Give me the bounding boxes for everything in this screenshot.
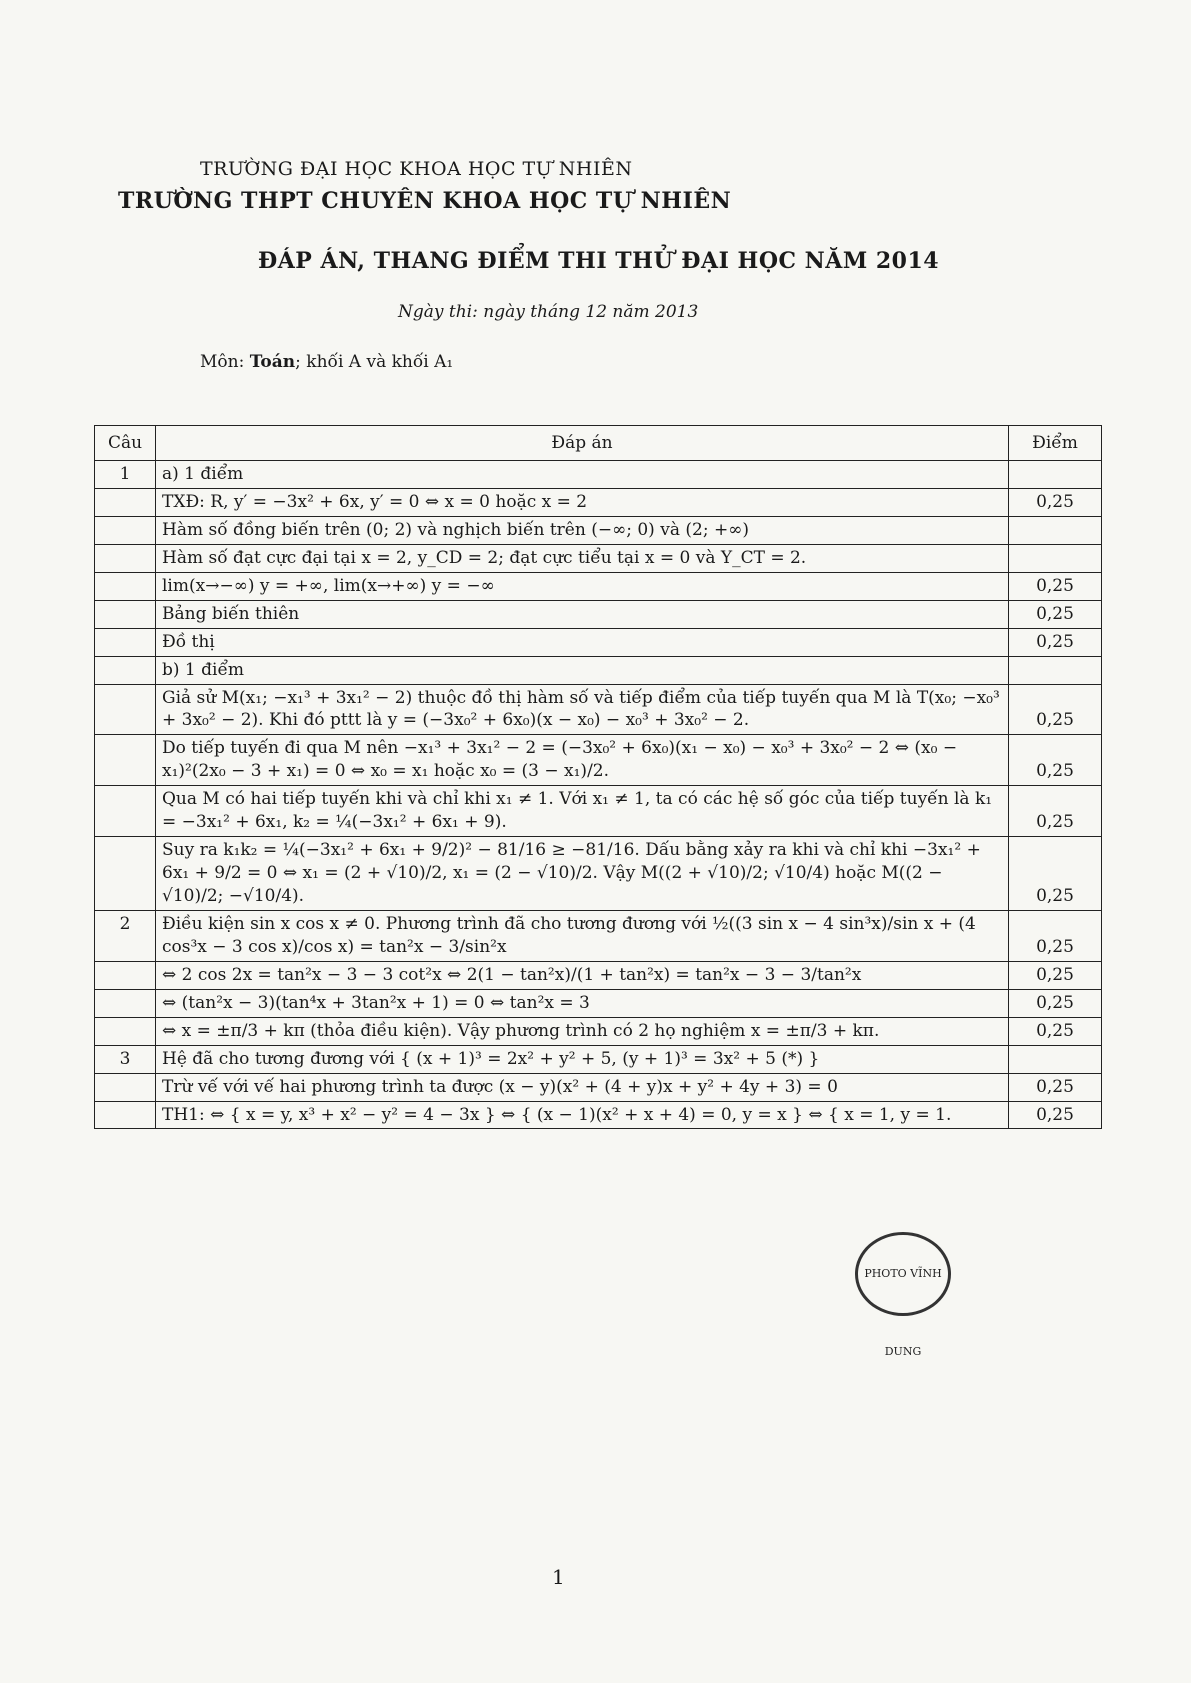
row-cau: [95, 600, 156, 628]
row-score: 0,25: [1009, 837, 1102, 911]
row-answer: Hàm số đạt cực đại tại x = 2, y_CD = 2; đạt cực tiểu tại x = 0 và Y_CT = 2.: [156, 544, 1009, 572]
row-score: 0,25: [1009, 684, 1102, 735]
photo-stamp: PHOTO VĨNH DUNG: [855, 1232, 951, 1316]
table-row: [95, 786, 1102, 837]
row-cau: [95, 656, 156, 684]
subject-name: Toán: [249, 352, 296, 372]
university-name: TRƯỜNG ĐẠI HỌC KHOA HỌC TỰ NHIÊN: [200, 158, 633, 180]
row-score: 0,25: [1009, 1101, 1102, 1129]
row-score: 0,25: [1009, 600, 1102, 628]
row-answer: b) 1 điểm: [156, 656, 1009, 684]
answer-rows: [95, 461, 1102, 1129]
table-row: [95, 910, 1102, 961]
table-row: [95, 572, 1102, 600]
table-row: [95, 837, 1102, 911]
row-cau: [95, 516, 156, 544]
row-cau: [95, 989, 156, 1017]
table-row: [95, 656, 1102, 684]
row-score: 0,25: [1009, 961, 1102, 989]
table-row: [95, 684, 1102, 735]
row-answer: TXĐ: R, y′ = −3x² + 6x, y′ = 0 ⇔ x = 0 hoặc x = 2: [156, 488, 1009, 516]
col-header-diem: Điểm: [1009, 426, 1102, 461]
row-cau: [95, 628, 156, 656]
row-score: 0,25: [1009, 735, 1102, 786]
table-row: [95, 1073, 1102, 1101]
col-header-dap-an: Đáp án: [156, 426, 1009, 461]
table-row: [95, 1045, 1102, 1073]
row-score: 0,25: [1009, 572, 1102, 600]
row-cau: [95, 684, 156, 735]
row-score: 0,25: [1009, 628, 1102, 656]
row-cau: 3: [95, 1045, 156, 1073]
row-answer: Bảng biến thiên: [156, 600, 1009, 628]
table-row: [95, 735, 1102, 786]
row-score: 0,25: [1009, 786, 1102, 837]
row-answer: TH1: ⇔ { x = y, x³ + x² − y² = 4 − 3x } ⇔ { (x − 1)(x² + x + 4) = 0, y = x } ⇔ { x = 1, y = 1.: [156, 1101, 1009, 1129]
row-cau: 1: [95, 461, 156, 489]
row-cau: [95, 961, 156, 989]
row-cau: [95, 1101, 156, 1129]
row-answer: ⇔ 2 cos 2x = tan²x − 3 − 3 cot²x ⇔ 2(1 − tan²x)/(1 + tan²x) = tan²x − 3 − 3/tan²x: [156, 961, 1009, 989]
table-row: [95, 488, 1102, 516]
table-row: [95, 544, 1102, 572]
row-answer: Hệ đã cho tương đương với { (x + 1)³ = 2x² + y² + 5, (y + 1)³ = 3x² + 5 (*) }: [156, 1045, 1009, 1073]
table-row: [95, 989, 1102, 1017]
table-row: [95, 961, 1102, 989]
row-cau: [95, 572, 156, 600]
row-answer: Do tiếp tuyến đi qua M nên −x₁³ + 3x₁² − 2 = (−3x₀² + 6x₀)(x₁ − x₀) − x₀³ + 3x₀² − 2 ⇔ (x₀ − x₁)²(2x₀ − 3 + x₁) = 0 ⇔ x₀ = x₁ hoặc x₀ = (3 − x₁)/2.: [156, 735, 1009, 786]
row-cau: [95, 786, 156, 837]
row-cau: [95, 1017, 156, 1045]
table-row: [95, 1101, 1102, 1129]
answer-table: [94, 425, 1102, 1129]
row-answer: lim(x→−∞) y = +∞, lim(x→+∞) y = −∞: [156, 572, 1009, 600]
row-answer: Suy ra k₁k₂ = ¼(−3x₁² + 6x₁ + 9/2)² − 81/16 ≥ −81/16. Dấu bằng xảy ra khi và chỉ khi −3x₁² + 6x₁ + 9/2 = 0 ⇔ x₁ = (2 + √10)/2, x₁ = (2 − √10)/2. Vậy M((2 + √10)/2; √10/4) hoặc M((2 − √10)/2; −√10/4).: [156, 837, 1009, 911]
table-row: [95, 461, 1102, 489]
row-score: [1009, 544, 1102, 572]
col-header-cau: Câu: [95, 426, 156, 461]
subject-line: [200, 352, 453, 372]
subject-suffix: ; khối A và khối A₁: [295, 352, 454, 372]
row-cau: [95, 837, 156, 911]
row-cau: [95, 1073, 156, 1101]
row-cau: [95, 488, 156, 516]
table-row: [95, 600, 1102, 628]
row-score: 0,25: [1009, 1017, 1102, 1045]
row-score: [1009, 461, 1102, 489]
row-score: [1009, 656, 1102, 684]
row-answer: ⇔ (tan²x − 3)(tan⁴x + 3tan²x + 1) = 0 ⇔ tan²x = 3: [156, 989, 1009, 1017]
row-score: [1009, 1045, 1102, 1073]
row-answer: a) 1 điểm: [156, 461, 1009, 489]
table-row: [95, 628, 1102, 656]
row-score: 0,25: [1009, 989, 1102, 1017]
row-answer: Điều kiện sin x cos x ≠ 0. Phương trình đã cho tương đương với ½((3 sin x − 4 sin³x)/sin x + (4 cos³x − 3 cos x)/cos x) = tan²x − 3/sin²x: [156, 910, 1009, 961]
row-answer: Hàm số đồng biến trên (0; 2) và nghịch biến trên (−∞; 0) và (2; +∞): [156, 516, 1009, 544]
table-row: [95, 516, 1102, 544]
subject-prefix: Môn:: [200, 352, 250, 372]
row-score: 0,25: [1009, 488, 1102, 516]
row-score: [1009, 516, 1102, 544]
page-title: ĐÁP ÁN, THANG ĐIỂM THI THỬ ĐẠI HỌC NĂM 2014: [258, 248, 940, 274]
row-answer: ⇔ x = ±π/3 + kπ (thỏa điều kiện). Vậy phương trình có 2 họ nghiệm x = ±π/3 + kπ.: [156, 1017, 1009, 1045]
row-cau: [95, 544, 156, 572]
table-header-row: [95, 426, 1102, 461]
row-score: 0,25: [1009, 1073, 1102, 1101]
page-number: 1: [552, 1565, 565, 1589]
row-answer: Giả sử M(x₁; −x₁³ + 3x₁² − 2) thuộc đồ thị hàm số và tiếp điểm của tiếp tuyến qua M là T(x₀; −x₀³ + 3x₀² − 2). Khi đó pttt là y = (−3x₀² + 6x₀)(x − x₀) − x₀³ + 3x₀² − 2.: [156, 684, 1009, 735]
exam-date: Ngày thi: ngày tháng 12 năm 2013: [398, 302, 699, 322]
row-answer: Trừ vế với vế hai phương trình ta được (x − y)(x² + (4 + y)x + y² + 4y + 3) = 0: [156, 1073, 1009, 1101]
row-answer: Đồ thị: [156, 628, 1009, 656]
school-name: TRƯỜNG THPT CHUYÊN KHOA HỌC TỰ NHIÊN: [118, 188, 732, 214]
row-cau: [95, 735, 156, 786]
row-cau: 2: [95, 910, 156, 961]
row-score: 0,25: [1009, 910, 1102, 961]
row-answer: Qua M có hai tiếp tuyến khi và chỉ khi x₁ ≠ 1. Với x₁ ≠ 1, ta có các hệ số góc của tiếp tuyến là k₁ = −3x₁² + 6x₁, k₂ = ¼(−3x₁² + 6x₁ + 9).: [156, 786, 1009, 837]
table-row: [95, 1017, 1102, 1045]
